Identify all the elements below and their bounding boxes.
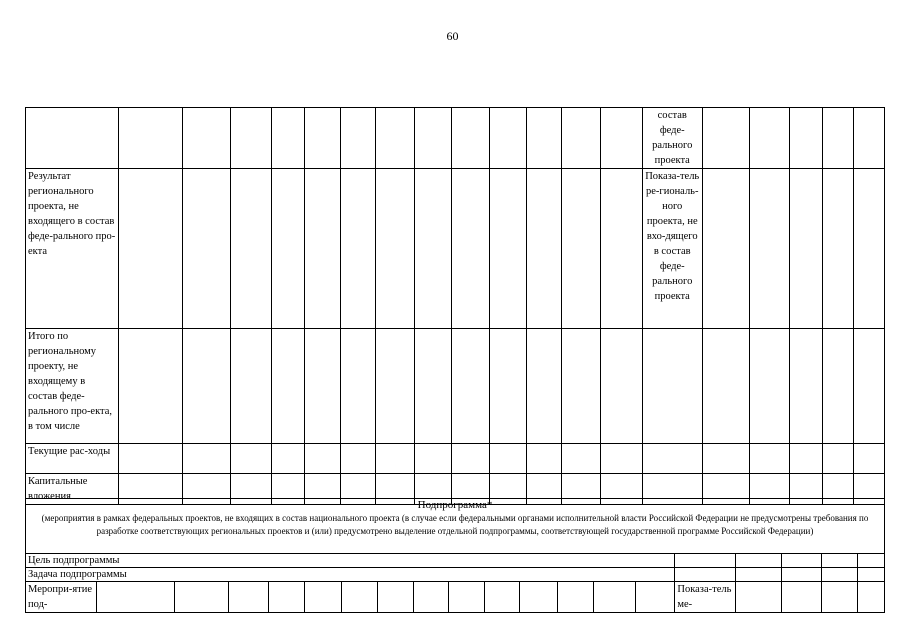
result-label: Результат регионального проекта, не входящего в состав феде-рального про-екта <box>26 169 119 329</box>
subprogram-note: (мероприятия в рамках федеральных проектов, не входящих в состав национального проекта (в случае если федеральными органами исполнительной власти Российской Федерации не предусмотрены требования по разработке соответствующих региональных проектов и (или) предусмотрено выделение отдельной подпрограммы, соответствующей государственной программе Российской Федерации) <box>41 513 869 536</box>
subprogram-title: Подпрограмма* <box>417 499 493 511</box>
header-row <box>26 108 885 169</box>
goal-row <box>26 554 885 568</box>
subprogram-table <box>25 498 885 613</box>
total-row <box>26 329 885 444</box>
page-number: 60 <box>446 29 459 43</box>
result-indicator: Показа-тель ре-гиональ-ного проекта, не вхо-дящего в состав феде-рального проекта <box>642 169 702 329</box>
event-indicator: Показа-тель ме- <box>675 582 736 613</box>
event-label: Меропри-ятие под- <box>26 582 97 613</box>
task-row <box>26 568 885 582</box>
current-expenses-row <box>26 444 885 474</box>
event-row <box>26 582 885 613</box>
task-label: Задача подпрограммы <box>26 568 675 582</box>
subprogram-header-row <box>26 499 885 554</box>
current-expenses-label: Текущие рас-ходы <box>26 444 119 474</box>
indicator-cell: состав феде-рального проекта <box>642 108 702 169</box>
capital-investments-label: Капитальные вложения <box>26 474 119 505</box>
budget-table-top <box>25 107 885 505</box>
goal-label: Цель подпрограммы <box>26 554 675 568</box>
total-label: Итого по региональному проекту, не входящему в состав феде-рального про-екта, в том числе <box>26 329 119 444</box>
result-row <box>26 169 885 329</box>
cell <box>26 108 119 169</box>
